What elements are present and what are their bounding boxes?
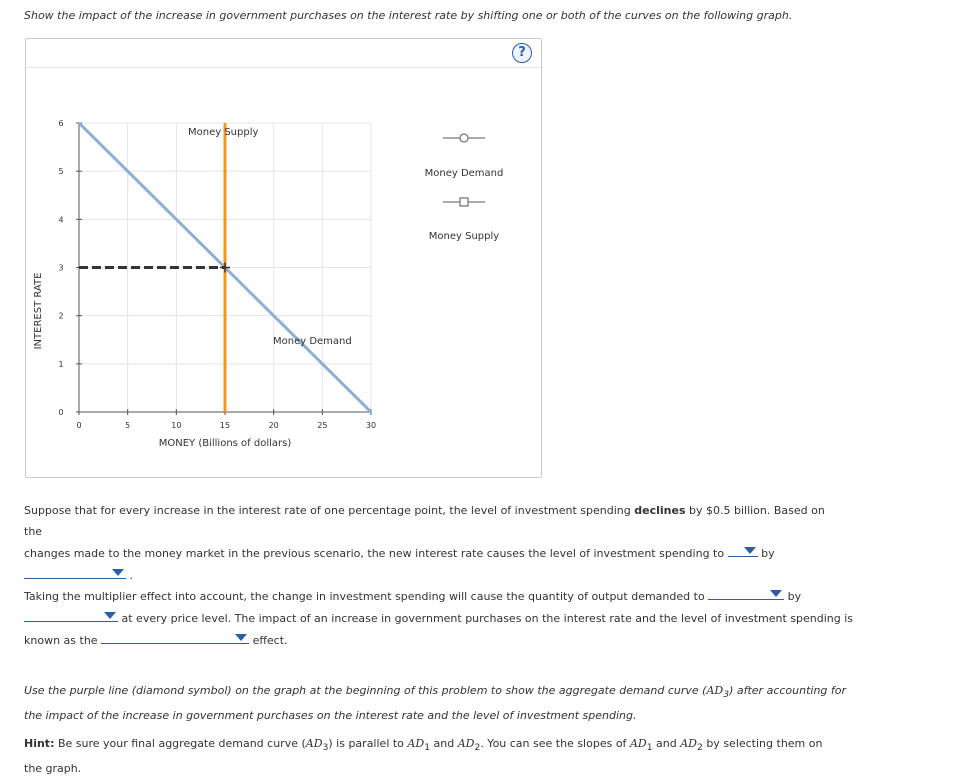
- x-tick-label: 30: [365, 421, 377, 430]
- hint: [24, 733, 854, 779]
- legend-money-demand-label: Money Demand: [424, 168, 504, 179]
- legend[interactable]: [425, 134, 504, 242]
- graph-panel: [25, 38, 542, 478]
- investment-direction-dropdown[interactable]: [728, 542, 758, 557]
- y-axis-title: INTEREST RATE: [33, 272, 44, 350]
- y-tick-label: 5: [58, 167, 64, 177]
- y-tick-label: 4: [58, 215, 64, 225]
- tick-labels: [58, 119, 376, 430]
- y-tick-label: 6: [58, 119, 64, 128]
- graph-svg[interactable]: [26, 39, 541, 477]
- q3-text-3: the impact of the increase in government purchases on the interest rate and the level of investment spending.: [24, 709, 637, 723]
- hint-ad2: AD: [457, 737, 475, 750]
- question-investment: [24, 500, 844, 586]
- legend-money-demand[interactable]: [425, 134, 504, 179]
- hint-ad2-sub: 2: [474, 742, 481, 754]
- hint-ad3: AD: [305, 737, 323, 750]
- legend-money-supply[interactable]: [429, 198, 499, 242]
- money-supply-curve-label: Money Supply: [188, 127, 259, 138]
- chevron-down-icon: [744, 547, 756, 554]
- q3-ad3-sub: 3: [723, 689, 730, 701]
- hint-text-4: by selecting them on: [706, 737, 823, 750]
- y-tick-label: 2: [58, 311, 64, 321]
- hint-ad2b: AD: [680, 737, 697, 750]
- x-tick-label: 5: [125, 421, 131, 430]
- hint-label: Hint:: [24, 737, 55, 750]
- y-tick-label: 0: [58, 408, 64, 417]
- q1-period: .: [129, 569, 133, 582]
- q2-text-1: Taking the multiplier effect into account, the change in investment spending will cause the quantity of output demanded to: [24, 590, 705, 603]
- hint-text-1: Be sure your final aggregate demand curve (: [57, 737, 306, 750]
- hint-text-3: . You can see the slopes of: [480, 737, 627, 750]
- hint-ad2b-sub: 2: [697, 742, 703, 754]
- hint-and-2: and: [656, 737, 677, 750]
- q2-effect: effect.: [252, 634, 288, 647]
- x-tick-label: 25: [317, 421, 328, 430]
- circle-icon[interactable]: [460, 134, 468, 142]
- q3-text-1: Use the purple line (diamond symbol) on the graph at the beginning of this problem to show the aggregate demand curve (: [24, 684, 707, 697]
- x-tick-label: 20: [268, 421, 279, 430]
- q1-declines: declines: [634, 504, 686, 517]
- hint-ad1b-sub: 1: [646, 742, 653, 754]
- hint-text-5: the graph.: [24, 762, 82, 776]
- hint-ad1: AD: [407, 737, 425, 750]
- money-demand-curve-label: Money Demand: [273, 336, 352, 347]
- effect-name-dropdown[interactable]: [101, 629, 249, 644]
- q1-text-1: Suppose that for every increase in the interest rate of one percentage point, the level of investment spending: [24, 504, 631, 517]
- chevron-down-icon: [104, 612, 116, 619]
- q2-by: by: [787, 590, 802, 603]
- hint-text-2: ) is parallel to: [328, 737, 404, 750]
- help-icon[interactable]: ?: [512, 43, 532, 63]
- instruction-ad3: [24, 680, 854, 726]
- output-amount-dropdown[interactable]: [24, 607, 118, 622]
- q1-text-2: by $0.5 billion. Based on the: [24, 504, 825, 538]
- chevron-down-icon: [770, 590, 782, 597]
- question-prompt: Show the impact of the increase in government purchases on the interest rate by shifting one or both of the curves on the following graph.: [24, 9, 793, 22]
- q1-by: by: [761, 547, 775, 560]
- output-direction-dropdown[interactable]: [708, 585, 784, 600]
- square-icon[interactable]: [460, 198, 468, 206]
- x-tick-label: 0: [76, 421, 82, 430]
- question-multiplier: [24, 585, 854, 651]
- y-tick-label: 3: [58, 263, 64, 273]
- hint-ad1b: AD: [629, 737, 647, 750]
- x-axis-title: MONEY (Billions of dollars): [158, 438, 292, 449]
- q3-text-2: ) after accounting for: [729, 684, 847, 697]
- q1-text-3: changes made to the money market in the previous scenario, the new interest rate causes the level of investment spending to: [24, 547, 725, 560]
- q2-text-3: known as the: [24, 634, 98, 647]
- investment-amount-dropdown[interactable]: [24, 564, 126, 579]
- hint-ad1-sub: 1: [424, 742, 431, 754]
- x-tick-label: 10: [171, 421, 182, 430]
- chevron-down-icon: [235, 634, 247, 641]
- y-tick-label: 1: [58, 359, 64, 369]
- q3-ad3: AD: [706, 684, 724, 697]
- q2-text-2: at every price level. The impact of an increase in government purchases on the interest rate and the level of investment spending is: [121, 612, 854, 625]
- x-tick-label: 15: [219, 421, 231, 430]
- legend-money-supply-label: Money Supply: [428, 231, 500, 242]
- hint-ad3-sub: 3: [322, 742, 329, 754]
- hint-and-1: and: [433, 737, 455, 750]
- chevron-down-icon: [112, 569, 124, 576]
